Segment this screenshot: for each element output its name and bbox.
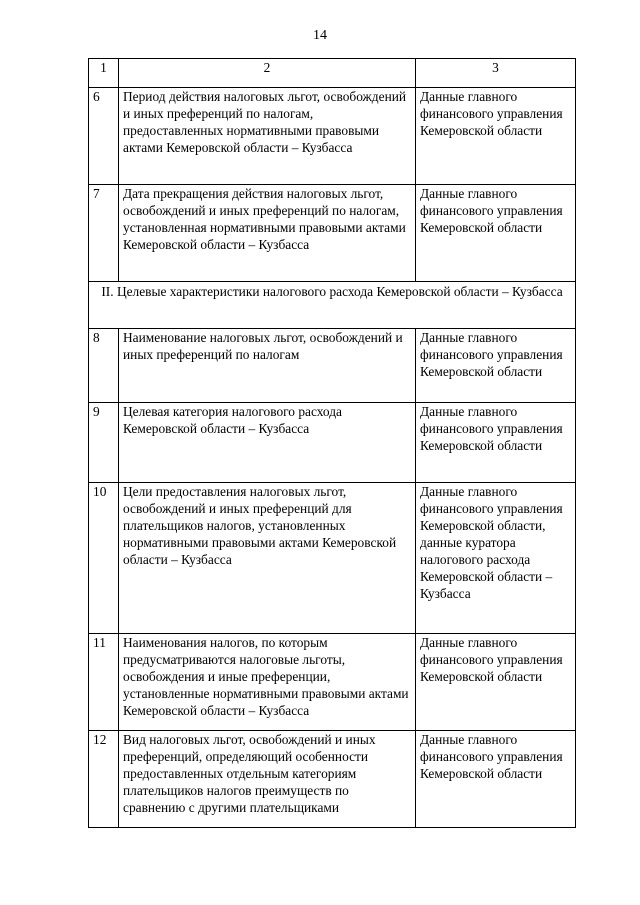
- section-heading: II. Целевые характеристики налогового расхода Кемеровской области – Кузбасса: [89, 282, 576, 329]
- row-number: 11: [89, 634, 119, 731]
- row-source: Данные главного финансового управления Кемеровской области: [416, 731, 576, 828]
- row-source: Данные главного финансового управления Кемеровской области: [416, 88, 576, 185]
- row-number: 7: [89, 185, 119, 282]
- table-row: [89, 634, 576, 731]
- row-source: Данные главного финансового управления Кемеровской области: [416, 634, 576, 731]
- header-cell: 3: [416, 59, 576, 88]
- row-description: Наименования налогов, по которым предусматриваются налоговые льготы, освобождения и иные преференции, установленные нормативными правовыми актами Кемеровской области – Кузбасса: [119, 634, 416, 731]
- row-number: 9: [89, 403, 119, 483]
- page-number: 14: [313, 28, 327, 43]
- row-description: Период действия налоговых льгот, освобождений и иных преференций по налогам, предоставленных нормативными правовыми актами Кемеровской области – Кузбасса: [119, 88, 416, 185]
- row-description: Наименование налоговых льгот, освобождений и иных преференций по налогам: [119, 329, 416, 403]
- row-source: Данные главного финансового управления Кемеровской области: [416, 403, 576, 483]
- row-number: 10: [89, 483, 119, 634]
- row-description: Целевая категория налогового расхода Кемеровской области – Кузбасса: [119, 403, 416, 483]
- header-cell: 2: [119, 59, 416, 88]
- table-header-row: [89, 59, 576, 88]
- row-description: Дата прекращения действия налоговых льгот, освобождений и иных преференций по налогам, установленная нормативными правовыми актами Кемеровской области – Кузбасса: [119, 185, 416, 282]
- table-row: [89, 403, 576, 483]
- table-row: [89, 329, 576, 403]
- indicators-table: [88, 58, 576, 828]
- table-row: [89, 185, 576, 282]
- row-source: Данные главного финансового управления Кемеровской области, данные куратора налогового расхода Кемеровской области – Кузбасса: [416, 483, 576, 634]
- table-row: [89, 731, 576, 828]
- row-number: 8: [89, 329, 119, 403]
- header-cell: 1: [89, 59, 119, 88]
- row-description: Цели предоставления налоговых льгот, освобождений и иных преференций для плательщиков налогов, установленных нормативными правовыми актами Кемеровской области – Кузбасса: [119, 483, 416, 634]
- table-row: [89, 483, 576, 634]
- row-description: Вид налоговых льгот, освобождений и иных преференций, определяющий особенности предоставленных отдельным категориям плательщиков налогов преимуществ по сравнению с другими плательщиками: [119, 731, 416, 828]
- section-heading-row: [89, 282, 576, 329]
- row-number: 12: [89, 731, 119, 828]
- table-row: [89, 88, 576, 185]
- row-source: Данные главного финансового управления Кемеровской области: [416, 185, 576, 282]
- row-source: Данные главного финансового управления Кемеровской области: [416, 329, 576, 403]
- row-number: 6: [89, 88, 119, 185]
